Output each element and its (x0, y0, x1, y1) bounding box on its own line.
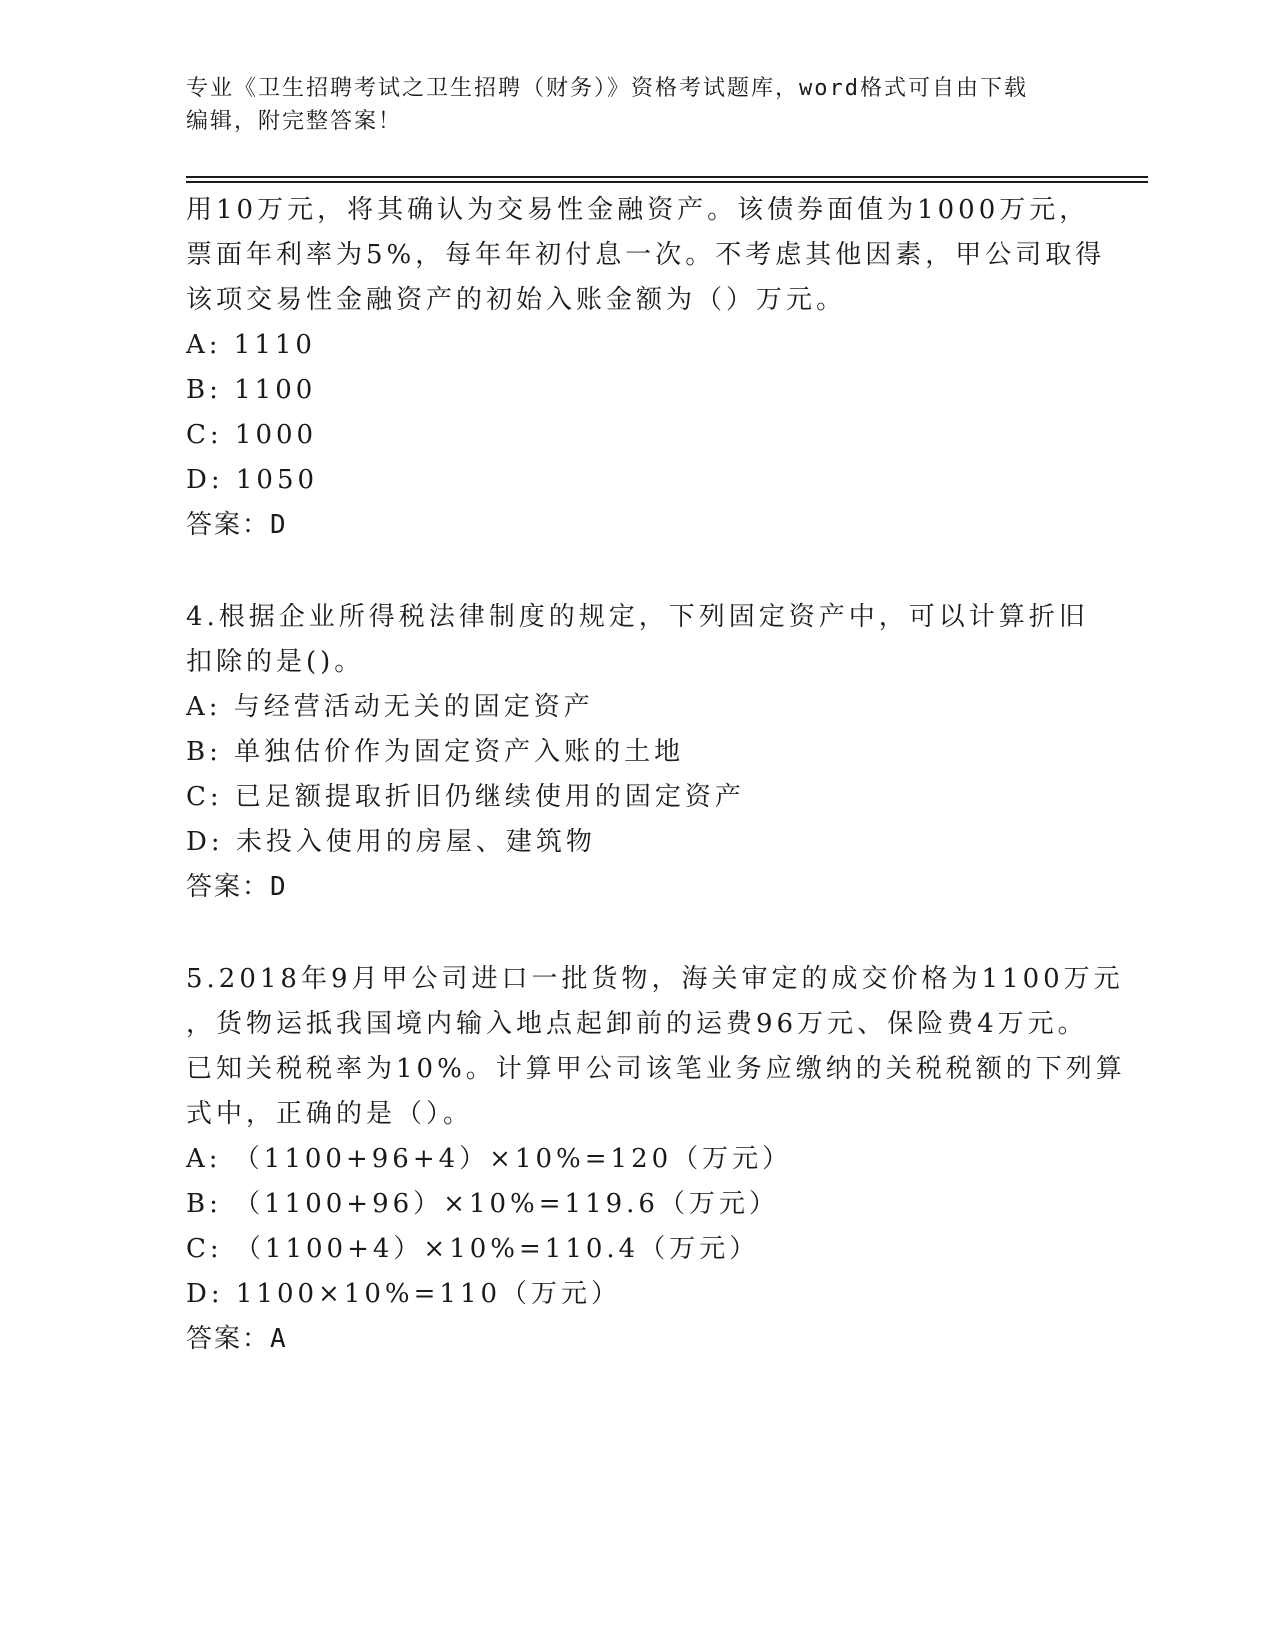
answer-line: 答案：A (186, 1324, 288, 1354)
option-b: B: 1100 (186, 375, 317, 405)
document-body (186, 188, 1126, 1362)
option-d: D: 1100×10%=110（万元） (186, 1279, 622, 1309)
question-stem-line: 4.根据企业所得税法律制度的规定，下列固定资产中，可以计算折旧 (186, 602, 1089, 632)
option-b: B: （1100+96）×10%=119.6（万元） (186, 1189, 779, 1219)
option-a: A: 与经营活动无关的固定资产 (186, 692, 594, 722)
option-c: C: 1000 (186, 420, 318, 450)
question-stem-line: 式中，正确的是（）。 (186, 1099, 474, 1129)
option-d: D: 未投入使用的房屋、建筑物 (186, 827, 596, 857)
option-a: A: （1100+96+4）×10%=120（万元） (186, 1144, 793, 1174)
question-5 (186, 957, 1126, 1362)
header-line-1: 专业《卫生招聘考试之卫生招聘（财务）》资格考试题库，word格式可自由下载 (186, 76, 1028, 101)
question-stem-line: 已知关税税率为10%。计算甲公司该笔业务应缴纳的关税税额的下列算 (186, 1054, 1126, 1084)
option-b: B: 单独估价作为固定资产入账的土地 (186, 737, 685, 767)
question-stem-line: 用10万元，将其确认为交易性金融资产。该债券面值为1000万元， (186, 195, 1090, 225)
question-stem-line: ，货物运抵我国境内输入地点起卸前的运费96万元、保险费4万元。 (186, 1009, 1088, 1039)
answer-line: 答案：D (186, 872, 288, 902)
document-header (186, 72, 1086, 138)
question-stem-line: 该项交易性金融资产的初始入账金额为（）万元。 (186, 285, 847, 315)
question-stem-line: 5.2018年9月甲公司进口一批货物，海关审定的成交价格为1100万元 (186, 964, 1124, 994)
header-rule-top (186, 176, 1148, 178)
option-c: C: （1100+4）×10%=110.4（万元） (186, 1234, 760, 1264)
header-rule-bottom (186, 181, 1148, 183)
question-3 (186, 188, 1106, 548)
question-stem-line: 票面年利率为5%，每年年初付息一次。不考虑其他因素，甲公司取得 (186, 240, 1106, 270)
question-4 (186, 595, 1089, 910)
question-stem-line: 扣除的是()。 (186, 647, 365, 677)
header-line-2: 编辑，附完整答案！ (186, 109, 403, 134)
answer-line: 答案：D (186, 510, 288, 540)
option-c: C: 已足额提取折旧仍继续使用的固定资产 (186, 782, 745, 812)
option-d: D: 1050 (186, 465, 319, 495)
option-a: A: 1110 (186, 330, 316, 360)
